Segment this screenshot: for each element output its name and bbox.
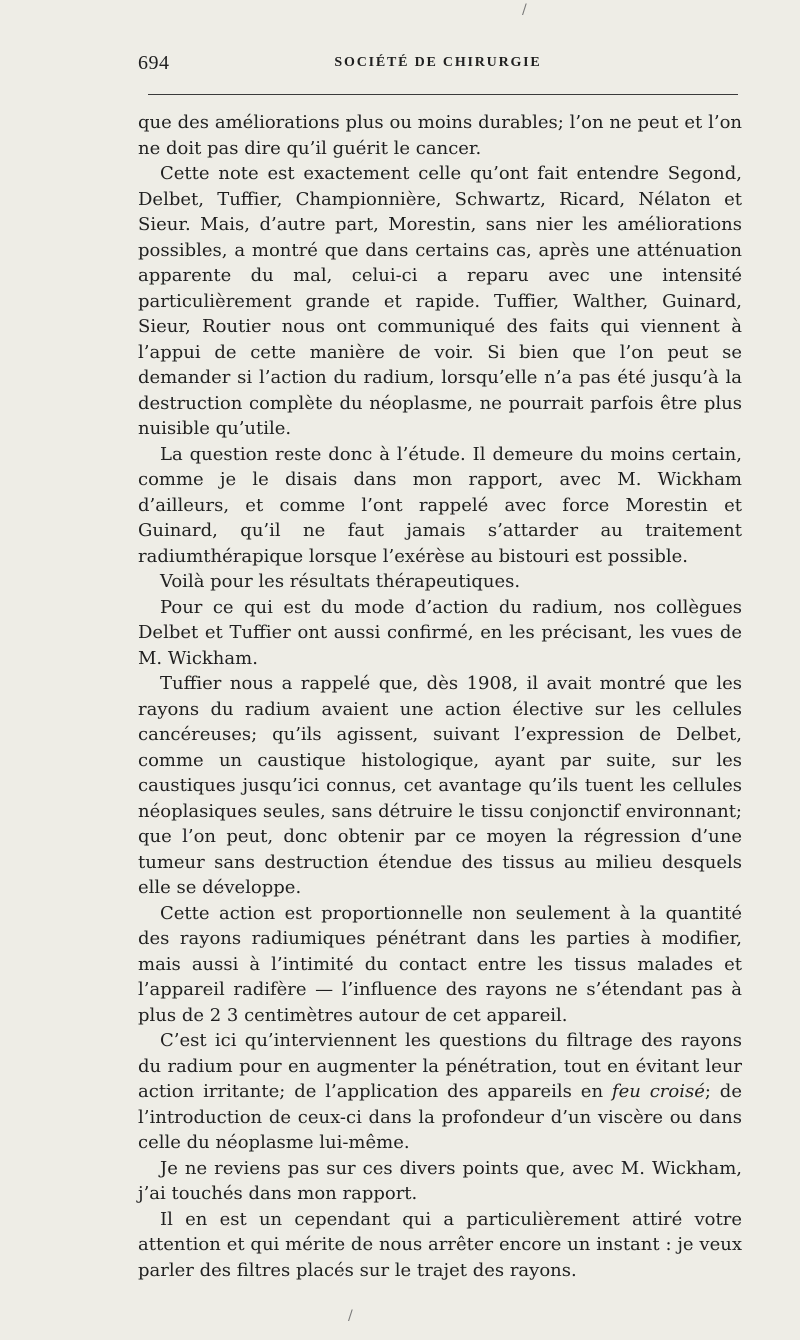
page-number: 694 [138,52,170,74]
paragraph: Je ne reviens pas sur ces divers points que, avec M. Wickham, j’ai touchés dans mon rapport. [138,1157,742,1204]
paragraph: Cette action est proportionnelle non seulement à la quantité des rayons radiumiques pénétrant dans les parties à modifier, mais aussi à l’intimité du contact entre les tissus malades et l’appareil radifère — l’influence des rayons ne s’étendant pas à plus de 2 3 centimètres autour de cet appareil. [138,902,742,1026]
scan-speck: / [348,1308,353,1324]
paragraph: Voilà pour les résultats thérapeutiques. [160,571,521,592]
scan-speck: / [522,2,527,18]
page-header [138,52,738,74]
paragraph: Pour ce qui est du mode d’action du radium, nos collègues Delbet et Tuffier ont aussi confirmé, en les précisant, les vues de M. Wickham. [138,596,742,669]
paragraph: Il en est un cependant qui a particulièrement attiré votre attention et qui mérite de nous arrêter encore un instant : je veux parler des filtres placés sur le trajet des rayons. [138,1208,742,1281]
paragraph: Tuffier nous a rappelé que, dès 1908, il avait montré que les rayons du radium avaient une action élective sur les cellules cancéreuses; qu’ils agissent, suivant l’expression de Delbet, comme un caustique histologique, ayant par suite, sur les caustiques jusqu’ici connus, cet avantage qu’ils tuent les cellules néoplasiques seules, sans détruire le tissu conjonctif environnant; que l’on peut, donc obtenir par ce moyen la régression d’une tumeur sans destruction étendue des tissus au milieu desquels elle se développe. [138,673,742,898]
italic-phrase: feu croisé [611,1081,705,1102]
paragraph [138,1028,742,1156]
paragraph: La question reste donc à l’étude. Il demeure du moins certain, comme je le disais dans mon rapport, avec M. Wickham d’ailleurs, et comme l’ont rappelé avec force Morestin et Guinard, qu’il ne faut jamais s’attarder au traitement radiumthérapique lorsque l’exérèse au bistouri est possible. [138,443,742,567]
paragraph: Cette note est exactement celle qu’ont fait entendre Segond, Delbet, Tuffier, Championnière, Schwartz, Ricard, Nélaton et Sieur. Mais, d’autre part, Morestin, sans nier les améliorations possibles, a montré que dans certains cas, après une atténuation apparente du mal, celui-ci a reparu avec une intensité particulièrement grande et rapide. Tuffier, Walther, Guinard, Sieur, Routier nous ont communiqué des faits qui viennent à l’appui de cette manière de voir. Si bien que l’on peut se demander si l’action du radium, lorsqu’elle n’a pas été jusqu’à la destruction complète du néoplasme, ne pourrait parfois être plus nuisible qu’utile. [138,163,742,439]
paragraph-text: ; de l’introduction de ceux-ci dans la profondeur d’un viscère ou dans celle du néoplasme lui-même. [138,1081,742,1153]
paragraph-text: C’est ici qu’interviennent les questions du filtrage des rayons du radium pour en augmenter la pénétration, tout en évitant leur action irritante; de l’application des appareils en [138,1030,742,1102]
running-title: SOCIÉTÉ DE CHIRURGIE [334,55,542,70]
paragraph: que des améliorations plus ou moins durables; l’on ne peut et l’on ne doit pas dire qu’il guérit le cancer. [138,112,742,159]
body-text [138,110,742,1283]
header-rule [148,94,738,95]
